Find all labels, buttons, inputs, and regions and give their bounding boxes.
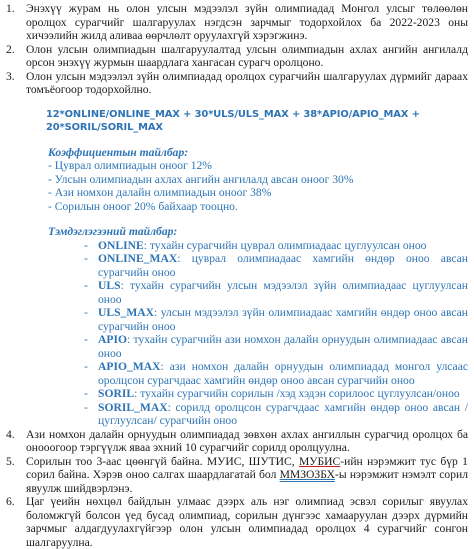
list-number: 2. [6,42,15,56]
list-item [6,2,468,43]
legend-term: SORIL [98,387,135,400]
coefficient-item: - Цуврал олимпиадын оноог 12% [48,159,212,172]
text-segment: Сорилын тоо 3-аас цөөнгүй байна. МУИС, ШУТИС, [26,454,299,468]
list-item [6,455,468,496]
legend-desc: : цуврал олимпиадаас хамгийн өндөр оноо авсан сурагчийн оноо [98,252,468,279]
list-number: 1. [6,2,15,15]
list-number: 4. [6,427,15,441]
legend-desc: : тухайн сурагчийн цуврал олимпиадаас цуглуулсан оноо [143,238,427,252]
coefficient-list [48,159,468,213]
bullet-icon: - [84,360,88,373]
legend-desc: : тухайн сурагчийн улсын мэдээлэл зүйн олимпиадаас цуглуулсан оноо [98,279,468,306]
bullet-icon: - [84,252,88,265]
list-item [6,495,468,549]
legend-item [84,239,468,253]
grammar-flag-word: ММЗОЗБХ [279,468,335,481]
list-text: Ази номхон далайн орнуудын олимпиадад зөвхөн ахлах ангиллын сурагчид оролцох ба онооогоор тэргүүлж яваа эхний 10 сурагчийг сорилд оролцуулна. [26,427,468,454]
bullet-icon: - [84,333,88,346]
coefficient-heading: Коэффициентын тайлбар: [48,145,189,159]
list-text: Цаг үеийн нөхцөл байдлын улмаас дээрх аль нэг олимпиад эсвэл сорилыг явуулах боломжгүй болсон үед бусад олимпиад, сорилын дүнгээс хамааруулан дээрх дүрмийн зарчмыг алдагдуулахгүйгээр олон улсын олимпиадад оролцох 4 сурагчийг сонгон шалгаруулна. [26,495,468,549]
formula: 12*ONLINE/ONLINE_MAX + 30*ULS/ULS_MAX + 38*APIO/APIO_MAX + 20*SORIL/SORIL_MAX [46,108,420,133]
list-number: 6. [6,495,15,508]
list-item [6,428,468,455]
coefficient-item: - Сорилын оноог 20% байхаар тооцно. [48,199,238,213]
legend-desc: : ази номхон далайн орнуудын олимпиадад монгол улсаас оролцсон сурагчдаас хамгийн өндөр оноо авсан сурагчийн оноо [98,360,468,387]
legend-desc: : сорилд оролцсон сурагчдаас хамгийн өндөр оноо авсан /цуглуулсан/ сурагчийн оноо [98,400,468,427]
list-item [6,43,468,70]
list-text: Энэхүү журам нь олон улсын мэдээлэл зүйн олимпиадад Монгол улсыг төлөөлөн оролцох сурагчийг шалгаруулах нэгдсэн зарчмыг тодорхойлох ба 2022-2023 оны хичээлийн жилд аливаа өөрчлөлт оруулахгүй хэрэгжинэ. [26,2,468,42]
legend-item [84,360,468,387]
legend-term: ULS [98,279,121,292]
legend-item [84,401,468,428]
coefficient-item: - Ази номхон далайн олимпиадын оноог 38% [48,186,272,199]
legend-item [84,387,468,401]
legend-desc: : улсын мэдээлэл зүйн олимпиадаас хамгийн өндөр оноо авсан сурагчийн оноо [98,306,468,333]
legend-term: ONLINE [98,238,144,252]
legend-term: ONLINE_MAX [98,252,178,265]
text-segment: -ийн нэрэмжит тус бүр 1 сорил байна. Хэрэв оноо салгах шаардлагатай бол [26,454,468,481]
legend-item [84,333,468,360]
legend-desc: : тухайн сурагчийн ази номхон далайн орнуудын олимпиадаас авсан оноо [98,333,468,360]
list-item [6,70,468,97]
legend-term: APIO_MAX [98,360,161,373]
list-text [26,455,468,496]
legend-item [84,252,468,279]
bullet-icon: - [84,238,88,252]
legend-desc: : тухайн сурагчийн сорилын /хэд хэдэн сорилоос цуглуулсан/оноо [134,387,460,400]
list-number: 5. [6,454,15,468]
list-text: Олон улсын мэдээлэл зүйн олимпиадад оролцох сурагчийн шалгаруулах дүрмийг дараах томъёогоор тодорхойлно. [26,69,468,96]
legend-item [84,279,468,306]
legend-list [84,239,468,428]
list-text: Олон улсын олимпиадын шалгаруулалтад улсын олимпиадын ахлах ангийн ангилалд орсон энэхүү журмын шаардлага хангасан сурагч оролцоно. [26,42,468,69]
bullet-icon: - [84,387,88,400]
legend-item [84,306,468,333]
legend-term: ULS_MAX [98,306,155,319]
text-segment: -ы нэрэмжит нэмэлт сорил явуулж шийдвэрлэнэ. [26,468,468,495]
legend-term: APIO [98,333,127,346]
coefficient-item: - Улсын олимпиадын ахлах ангийн ангилалд авсан оноог 30% [48,172,354,186]
legend-heading: Тэмдэглэгээний тайлбар: [48,225,178,238]
legend-term: SORIL_MAX [98,400,168,414]
bullet-icon: - [84,400,88,414]
spellcheck-word: МУБИС [299,454,341,468]
bullet-icon: - [84,279,88,292]
bullet-icon: - [84,306,88,319]
list-number: 3. [6,69,15,83]
